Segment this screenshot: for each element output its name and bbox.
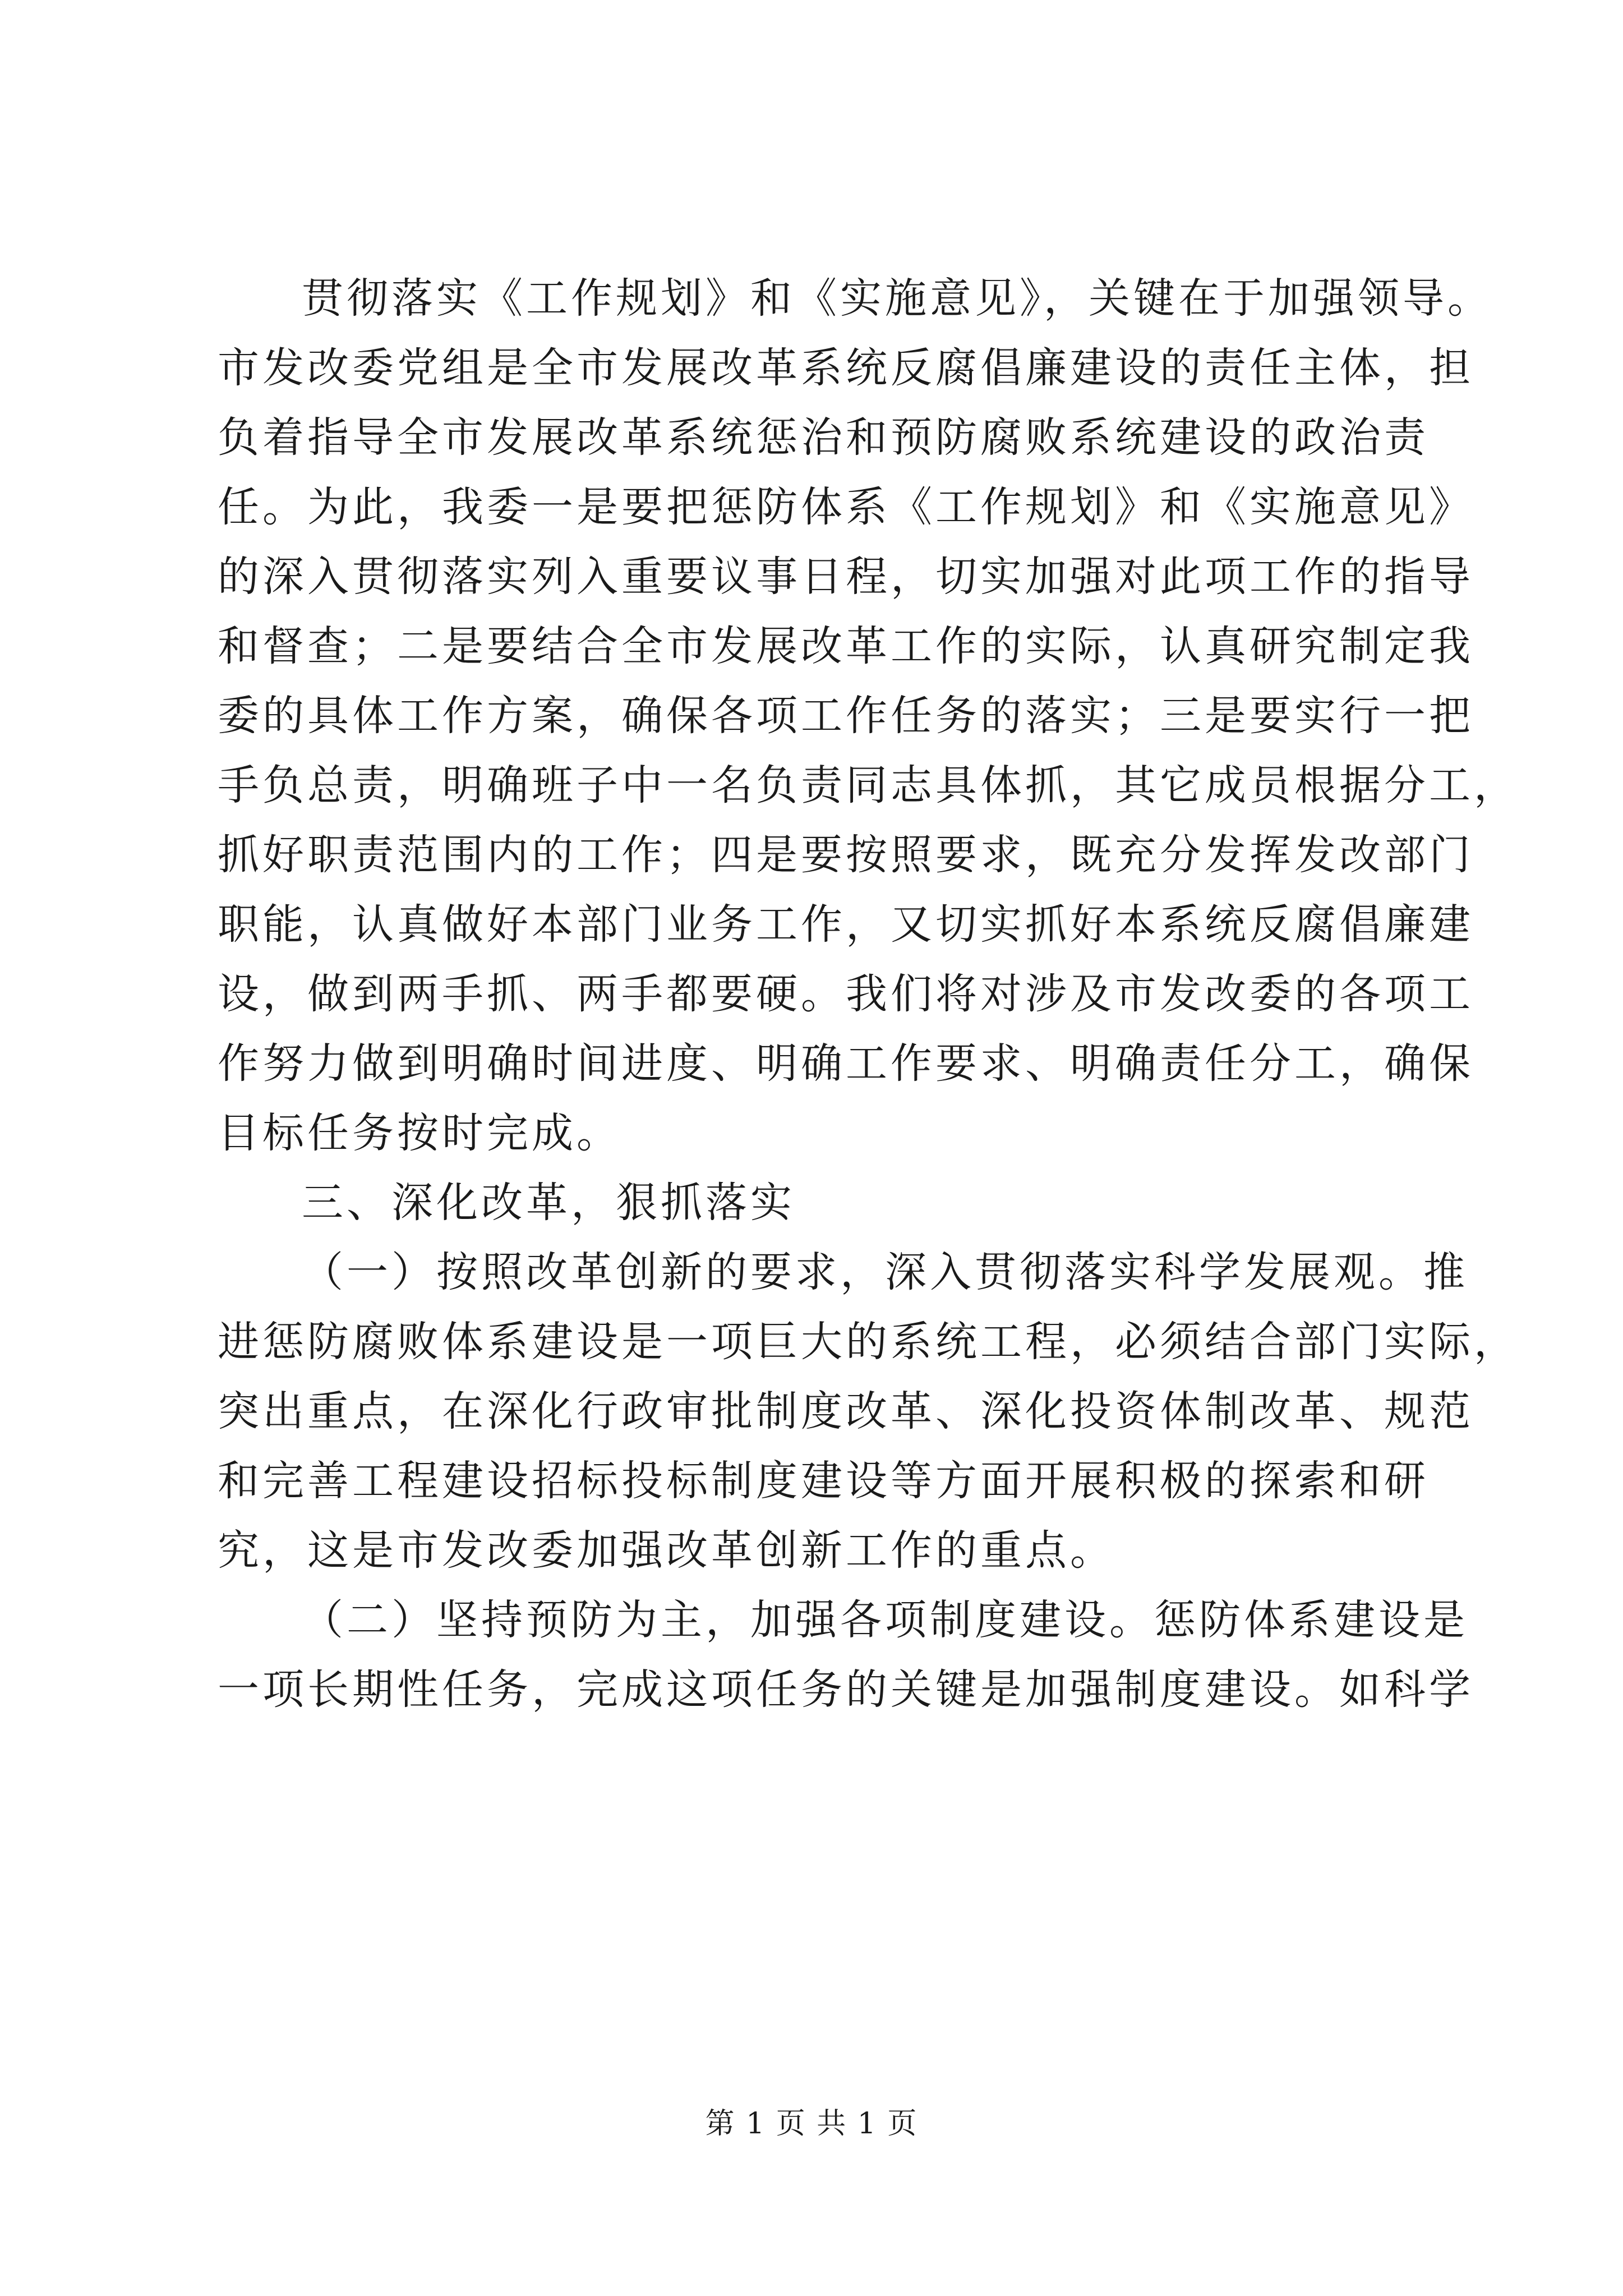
text-line: 和完善工程建设招标投标制度建设等方面开展积极的探索和研: [218, 1457, 1429, 1505]
text-line: 抓好职责范围内的工作；四是要按照要求，既充分发挥发改部门: [218, 831, 1474, 879]
text-line: 作努力做到明确时间进度、明确工作要求、明确责任分工，确保: [218, 1039, 1474, 1088]
text-line: 究，这是市发改委加强改革创新工作的重点。: [218, 1526, 1115, 1575]
text-line: 和督查；二是要结合全市发展改革工作的实际，认真研究制定我: [218, 622, 1474, 670]
text-line: 贯彻落实《工作规划》和《实施意见》，关键在于加强领导。: [302, 274, 1492, 323]
page-footer: 第 1 页 共 1 页: [705, 2107, 918, 2141]
text-line: 委的具体工作方案，确保各项工作任务的落实；三是要实行一把: [218, 692, 1474, 740]
text-line: （二）坚持预防为主，加强各项制度建设。惩防体系建设是: [302, 1596, 1468, 1644]
text-line: 三、深化改革，狠抓落实: [302, 1179, 795, 1227]
text-line: 目标任务按时完成。: [218, 1109, 621, 1157]
text-line: 负着指导全市发展改革系统惩治和预防腐败系统建设的政治责: [218, 413, 1429, 462]
text-line: 任。为此，我委一是要把惩防体系《工作规划》和《实施意见》: [218, 483, 1474, 531]
text-line: （一）按照改革创新的要求，深入贯彻落实科学发展观。推: [302, 1248, 1468, 1296]
document-body: [218, 264, 1519, 1724]
text-line: 市发改委党组是全市发展改革系统反腐倡廉建设的责任主体，担: [218, 344, 1474, 392]
text-line: 一项长期性任务，完成这项任务的关键是加强制度建设。如科学: [218, 1665, 1474, 1714]
text-line: 职能，认真做好本部门业务工作，又切实抓好本系统反腐倡廉建: [218, 900, 1474, 949]
text-line: 突出重点，在深化行政审批制度改革、深化投资体制改革、规范: [218, 1387, 1474, 1435]
text-line: 设，做到两手抓、两手都要硬。我们将对涉及市发改委的各项工: [218, 970, 1474, 1018]
text-line: 手负总责，明确班子中一名负责同志具体抓，其它成员根据分工，: [218, 761, 1519, 809]
text-line: 进惩防腐败体系建设是一项巨大的系统工程，必须结合部门实际，: [218, 1318, 1519, 1366]
text-line: 的深入贯彻落实列入重要议事日程，切实加强对此项工作的指导: [218, 553, 1474, 601]
